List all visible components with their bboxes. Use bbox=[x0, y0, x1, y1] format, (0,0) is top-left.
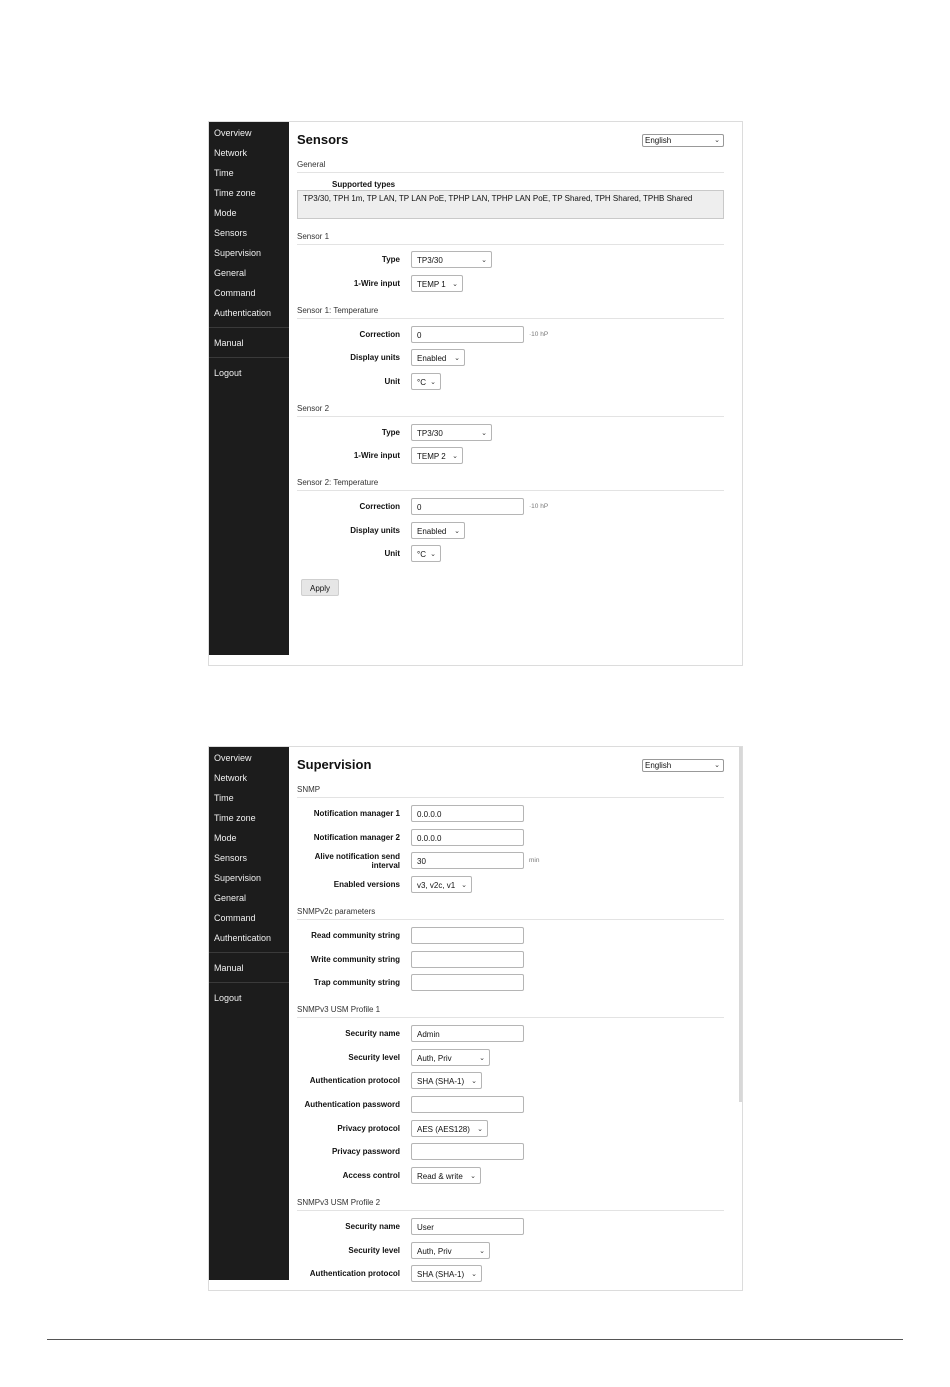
nav-overview[interactable]: Overview bbox=[214, 128, 252, 138]
sensor1-display-value: Enabled bbox=[417, 354, 447, 363]
usm2-authproto-label: Authentication protocol bbox=[309, 1269, 400, 1278]
sensor2-unit-select[interactable] bbox=[411, 545, 441, 562]
section-usm-profile-1: SNMPv3 USM Profile 1 bbox=[297, 1005, 724, 1018]
page-title: Sensors bbox=[297, 132, 349, 147]
nav-logout[interactable]: Logout bbox=[214, 993, 242, 1003]
sensor2-type-value: TP3/30 bbox=[417, 429, 443, 438]
supported-types-box: TP3/30, TPH 1m, TP LAN, TP LAN PoE, TPHP LAN, TPHP LAN PoE, TP Shared, TPH Shared, TPHB Shared bbox=[297, 190, 724, 219]
language-value: English bbox=[645, 761, 672, 770]
nm2-input[interactable]: 0.0.0.0 bbox=[411, 829, 524, 846]
usm2-seclevel-label: Security level bbox=[348, 1246, 400, 1255]
sensor1-type-value: TP3/30 bbox=[417, 256, 443, 265]
usm1-secname-input[interactable]: Admin bbox=[411, 1025, 524, 1042]
section-general: General bbox=[297, 160, 724, 173]
usm1-authpass-input[interactable] bbox=[411, 1096, 524, 1113]
sensor1-type-select[interactable] bbox=[411, 251, 492, 268]
usm1-privpass-input[interactable] bbox=[411, 1143, 524, 1160]
read-community-row bbox=[297, 927, 724, 945]
sensor2-wire-select[interactable] bbox=[411, 447, 463, 464]
sensor1-correction-row bbox=[297, 326, 724, 344]
chevron-down-icon: ⌄ bbox=[479, 1248, 485, 1255]
usm1-access-row bbox=[297, 1167, 724, 1185]
nav-supervision[interactable]: Supervision bbox=[214, 248, 262, 258]
nav-command[interactable]: Command bbox=[214, 913, 256, 923]
sensor2-unit-value: °C bbox=[417, 550, 426, 559]
chevron-down-icon: ⌄ bbox=[714, 137, 720, 144]
usm1-authproto-select[interactable] bbox=[411, 1072, 482, 1089]
sensor1-display-label: Display units bbox=[350, 353, 400, 362]
nav-manual[interactable]: Manual bbox=[214, 338, 244, 348]
section-sensor-2-temperature: Sensor 2: Temperature bbox=[297, 478, 724, 491]
nav-authentication[interactable]: Authentication bbox=[214, 933, 272, 943]
main-content bbox=[297, 747, 724, 1280]
sensor1-display-select[interactable] bbox=[411, 349, 465, 366]
sensor2-display-value: Enabled bbox=[417, 527, 447, 536]
sensor2-display-label: Display units bbox=[350, 526, 400, 535]
usm1-seclevel-row bbox=[297, 1049, 724, 1067]
nav-divider bbox=[209, 327, 289, 328]
sensors-screenshot bbox=[208, 121, 743, 666]
chevron-down-icon: ⌄ bbox=[430, 379, 436, 386]
chevron-down-icon: ⌄ bbox=[471, 1078, 477, 1085]
versions-row bbox=[297, 876, 724, 894]
footer-divider bbox=[47, 1339, 903, 1340]
nav-general[interactable]: General bbox=[214, 268, 247, 278]
alive-interval-label bbox=[297, 852, 400, 870]
usm1-privproto-label: Privacy protocol bbox=[337, 1124, 400, 1133]
usm2-secname-row bbox=[297, 1218, 724, 1236]
section-sensor-1: Sensor 1 bbox=[297, 232, 724, 245]
sensor1-display-row bbox=[297, 349, 724, 367]
nav-sensors[interactable]: Sensors bbox=[214, 228, 248, 238]
sensor2-type-label: Type bbox=[381, 428, 400, 437]
sensor1-wire-select[interactable] bbox=[411, 275, 463, 292]
sensor2-display-row bbox=[297, 522, 724, 540]
write-community-row bbox=[297, 951, 724, 969]
sidebar bbox=[209, 122, 289, 655]
usm1-authpass-row bbox=[297, 1096, 724, 1114]
usm1-secname-row bbox=[297, 1025, 724, 1043]
supervision-screenshot bbox=[208, 746, 743, 1291]
sensor2-type-select[interactable] bbox=[411, 424, 492, 441]
alive-interval-label-line1: Alive notification send bbox=[314, 852, 400, 861]
supported-types-label: Supported types bbox=[332, 180, 396, 189]
usm2-seclevel-select[interactable] bbox=[411, 1242, 490, 1259]
sensor1-type-row bbox=[297, 251, 724, 269]
sensor2-correction-input[interactable]: 0 bbox=[411, 498, 524, 515]
page-title: Supervision bbox=[297, 757, 372, 772]
main-content bbox=[297, 122, 724, 655]
sensor1-unit-row bbox=[297, 373, 724, 391]
sensor2-type-row bbox=[297, 424, 724, 442]
chevron-down-icon: ⌄ bbox=[471, 1271, 477, 1278]
usm1-privpass-label: Privacy password bbox=[331, 1147, 400, 1156]
nav-command[interactable]: Command bbox=[214, 288, 256, 298]
sensor2-wire-value: TEMP 2 bbox=[417, 452, 446, 461]
sensor2-display-select[interactable] bbox=[411, 522, 465, 539]
sensor2-wire-row bbox=[297, 447, 724, 465]
chevron-down-icon: ⌄ bbox=[461, 882, 467, 889]
nm2-row bbox=[297, 829, 724, 847]
usm2-authproto-select[interactable] bbox=[411, 1265, 482, 1282]
trap-community-row bbox=[297, 974, 724, 992]
chevron-down-icon: ⌄ bbox=[481, 257, 487, 264]
scrollbar[interactable] bbox=[739, 747, 742, 1102]
sensor2-correction-unit: ·10 hP bbox=[529, 503, 549, 510]
nav-network[interactable]: Network bbox=[214, 148, 248, 158]
sensor1-correction-input[interactable]: 0 bbox=[411, 326, 524, 343]
chevron-down-icon: ⌄ bbox=[452, 281, 458, 288]
nav-logout[interactable]: Logout bbox=[214, 368, 242, 378]
nav-time-zone[interactable]: Time zone bbox=[214, 188, 256, 198]
chevron-down-icon: ⌄ bbox=[454, 528, 460, 535]
usm2-secname-input[interactable]: User bbox=[411, 1218, 524, 1235]
usm2-authproto-value: SHA (SHA-1) bbox=[417, 1270, 465, 1279]
usm1-access-value: Read & write bbox=[417, 1172, 463, 1181]
usm1-privproto-value: AES (AES128) bbox=[417, 1125, 470, 1134]
nm2-label: Notification manager 2 bbox=[313, 833, 400, 842]
usm1-authproto-row bbox=[297, 1072, 724, 1090]
alive-interval-unit: min bbox=[529, 857, 540, 864]
alive-interval-row bbox=[297, 852, 724, 870]
usm1-authpass-label: Authentication password bbox=[304, 1100, 400, 1109]
chevron-down-icon: ⌄ bbox=[477, 1126, 483, 1133]
section-usm-profile-2: SNMPv3 USM Profile 2 bbox=[297, 1198, 724, 1211]
nav-mode[interactable]: Mode bbox=[214, 208, 237, 218]
nav-manual[interactable]: Manual bbox=[214, 963, 244, 973]
language-select[interactable] bbox=[642, 759, 724, 772]
read-community-label: Read community string bbox=[311, 931, 400, 940]
usm1-authproto-value: SHA (SHA-1) bbox=[417, 1077, 465, 1086]
usm1-secname-label: Security name bbox=[345, 1029, 400, 1038]
write-community-input[interactable] bbox=[411, 951, 524, 968]
versions-select[interactable] bbox=[411, 876, 472, 893]
usm1-seclevel-label: Security level bbox=[348, 1053, 400, 1062]
nav-divider bbox=[209, 357, 289, 358]
alive-interval-label-line2: interval bbox=[371, 861, 400, 870]
sidebar bbox=[209, 747, 289, 1280]
trap-community-label: Trap community string bbox=[313, 978, 400, 987]
sensor2-correction-label: Correction bbox=[359, 502, 400, 511]
sensor2-unit-row bbox=[297, 545, 724, 563]
chevron-down-icon: ⌄ bbox=[714, 762, 720, 769]
sensor1-type-label: Type bbox=[381, 255, 400, 264]
chevron-down-icon: ⌄ bbox=[454, 355, 460, 362]
nav-sensors[interactable]: Sensors bbox=[214, 853, 248, 863]
versions-value: v3, v2c, v1 bbox=[417, 881, 456, 890]
section-snmp: SNMP bbox=[297, 785, 724, 798]
chevron-down-icon: ⌄ bbox=[470, 1173, 476, 1180]
usm1-seclevel-select[interactable] bbox=[411, 1049, 490, 1066]
nav-time[interactable]: Time bbox=[214, 168, 234, 178]
usm1-privproto-row bbox=[297, 1120, 724, 1138]
chevron-down-icon: ⌄ bbox=[481, 430, 487, 437]
usm1-privpass-row bbox=[297, 1143, 724, 1161]
usm2-secname-label: Security name bbox=[345, 1222, 400, 1231]
nav-authentication[interactable]: Authentication bbox=[214, 308, 272, 318]
sensor1-unit-label: Unit bbox=[384, 377, 400, 386]
nav-time-zone[interactable]: Time zone bbox=[214, 813, 256, 823]
chevron-down-icon: ⌄ bbox=[430, 551, 436, 558]
nav-overview[interactable]: Overview bbox=[214, 753, 252, 763]
section-snmpv2c: SNMPv2c parameters bbox=[297, 907, 724, 920]
language-value: English bbox=[645, 136, 672, 145]
sensor2-wire-label: 1-Wire input bbox=[353, 451, 400, 460]
usm1-access-label: Access control bbox=[342, 1171, 400, 1180]
sensor1-correction-label: Correction bbox=[359, 330, 400, 339]
sensor2-correction-row bbox=[297, 498, 724, 516]
usm1-access-select[interactable] bbox=[411, 1167, 481, 1184]
usm2-authproto-row bbox=[297, 1265, 724, 1283]
sensor1-wire-label: 1-Wire input bbox=[353, 279, 400, 288]
sensor1-unit-select[interactable] bbox=[411, 373, 441, 390]
section-sensor-2: Sensor 2 bbox=[297, 404, 724, 417]
alive-interval-input[interactable]: 30 bbox=[411, 852, 524, 869]
nav-divider bbox=[209, 952, 289, 953]
nav-general[interactable]: General bbox=[214, 893, 247, 903]
sensor2-unit-label: Unit bbox=[384, 549, 400, 558]
read-community-input[interactable] bbox=[411, 927, 524, 944]
nm1-input[interactable]: 0.0.0.0 bbox=[411, 805, 524, 822]
usm1-authproto-label: Authentication protocol bbox=[309, 1076, 400, 1085]
usm2-seclevel-value: Auth, Priv bbox=[417, 1247, 452, 1256]
nav-divider bbox=[209, 982, 289, 983]
apply-button[interactable]: Apply bbox=[301, 579, 339, 596]
nm1-row bbox=[297, 805, 724, 823]
section-sensor-1-temperature: Sensor 1: Temperature bbox=[297, 306, 724, 319]
chevron-down-icon: ⌄ bbox=[452, 453, 458, 460]
nav-network[interactable]: Network bbox=[214, 773, 248, 783]
write-community-label: Write community string bbox=[310, 955, 400, 964]
nav-time[interactable]: Time bbox=[214, 793, 234, 803]
sensor1-wire-row bbox=[297, 275, 724, 293]
chevron-down-icon: ⌄ bbox=[479, 1055, 485, 1062]
sensor1-unit-value: °C bbox=[417, 378, 426, 387]
nm1-label: Notification manager 1 bbox=[313, 809, 400, 818]
trap-community-input[interactable] bbox=[411, 974, 524, 991]
nav-supervision[interactable]: Supervision bbox=[214, 873, 262, 883]
language-select[interactable] bbox=[642, 134, 724, 147]
sensor1-wire-value: TEMP 1 bbox=[417, 280, 446, 289]
nav-mode[interactable]: Mode bbox=[214, 833, 237, 843]
versions-label: Enabled versions bbox=[333, 880, 400, 889]
usm2-seclevel-row bbox=[297, 1242, 724, 1260]
usm1-seclevel-value: Auth, Priv bbox=[417, 1054, 452, 1063]
usm1-privproto-select[interactable] bbox=[411, 1120, 488, 1137]
sensor1-correction-unit: ·10 hP bbox=[529, 331, 549, 338]
